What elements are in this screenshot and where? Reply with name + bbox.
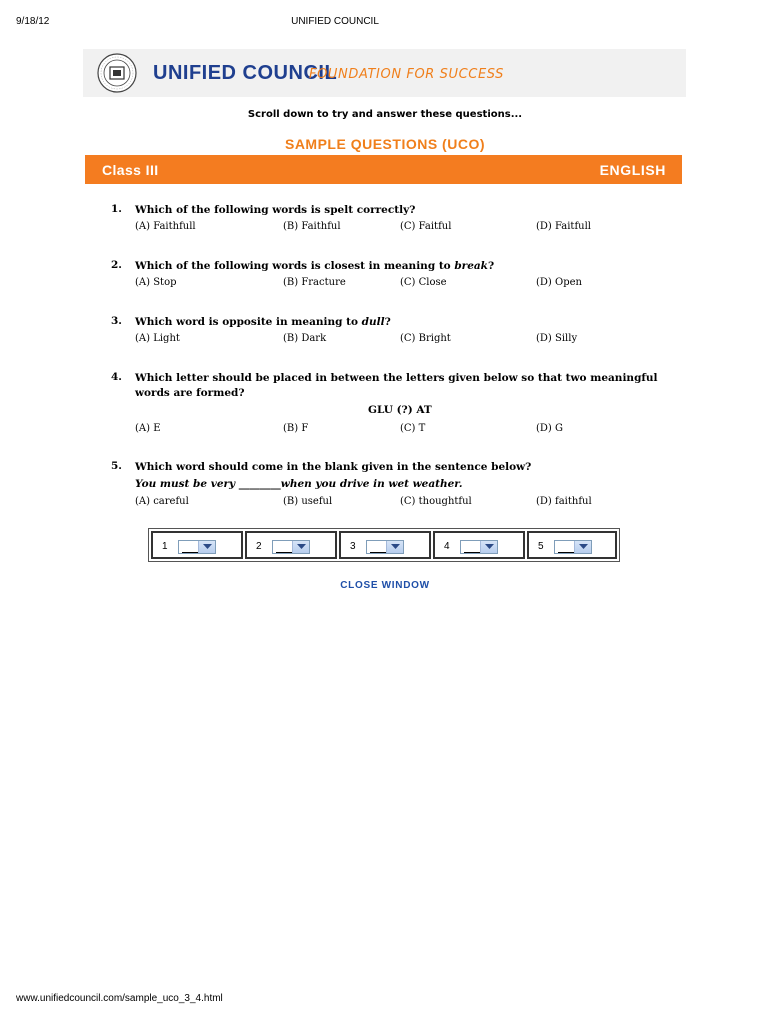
- question-number: 3.: [111, 315, 122, 327]
- subject-label: ENGLISH: [599, 162, 666, 178]
- answer-number: 4: [444, 541, 450, 552]
- option-b: (B) Fracture: [283, 277, 346, 288]
- option-a: (A) E: [135, 423, 161, 434]
- class-subject-bar: [85, 155, 682, 184]
- print-title: UNIFIED COUNCIL: [291, 16, 379, 27]
- print-header: [0, 16, 768, 32]
- option-b: (B) Faithful: [283, 221, 341, 232]
- print-date: 9/18/12: [16, 16, 50, 27]
- answer-2-dropdown[interactable]: [272, 540, 310, 554]
- close-window-link[interactable]: CLOSE WINDOW: [340, 580, 430, 591]
- option-c: (C) thoughtful: [400, 496, 472, 507]
- question-number: 2.: [111, 259, 122, 271]
- chevron-down-icon[interactable]: [480, 541, 497, 553]
- print-footer-url: www.unifiedcouncil.com/sample_uco_3_4.html: [16, 993, 223, 1004]
- option-c: (C) Bright: [400, 333, 451, 344]
- question-text: Which of the following words is spelt correctly?: [135, 204, 416, 216]
- answer-cell-2: [245, 531, 337, 559]
- answer-cell-5: [527, 531, 617, 559]
- answer-number: 1: [162, 541, 168, 552]
- answer-3-dropdown[interactable]: [366, 540, 404, 554]
- question-text: Which word should come in the blank given in the sentence below?: [135, 461, 532, 473]
- option-a: (A) Light: [135, 333, 180, 344]
- chevron-down-icon[interactable]: [292, 541, 309, 553]
- option-d: (D) faithful: [536, 496, 592, 507]
- option-a: (A) careful: [135, 496, 189, 507]
- option-c: (C) Close: [400, 277, 447, 288]
- option-b: (B) useful: [283, 496, 333, 507]
- answer-number: 3: [350, 541, 356, 552]
- question-number: 1.: [111, 203, 122, 215]
- question-text: Which letter should be placed in between the letters given below so that two meaningful words are formed?: [135, 372, 658, 399]
- question-text: Which of the following words is closest in meaning to break?: [135, 260, 495, 272]
- option-d: (D) Silly: [536, 333, 578, 344]
- question-text: Which word is opposite in meaning to dull?: [135, 316, 391, 328]
- italic-keyword: break: [454, 260, 488, 272]
- answer-cell-1: [151, 531, 243, 559]
- option-a: (A) Stop: [135, 277, 177, 288]
- question-number: 5.: [111, 460, 122, 472]
- fill-blank-sentence: You must be very ________when you drive in wet weather.: [135, 478, 463, 490]
- site-banner: [83, 49, 686, 97]
- letter-puzzle: GLU (?) AT: [368, 404, 432, 416]
- option-d: (D) G: [536, 423, 563, 434]
- italic-keyword: dull: [361, 316, 385, 328]
- option-a: (A) Faithfull: [135, 221, 196, 232]
- answer-table: [148, 528, 620, 562]
- unified-council-seal-icon: [97, 53, 137, 93]
- answer-1-dropdown[interactable]: [178, 540, 216, 554]
- answer-4-dropdown[interactable]: [460, 540, 498, 554]
- answer-number: 5: [538, 541, 544, 552]
- class-label: Class III: [102, 162, 159, 178]
- answer-cell-3: [339, 531, 431, 559]
- chevron-down-icon[interactable]: [386, 541, 403, 553]
- option-d: (D) Open: [536, 277, 582, 288]
- brand-tagline: FOUNDATION FOR SUCCESS: [309, 67, 505, 82]
- sample-questions-title: SAMPLE QUESTIONS (UCO): [284, 136, 485, 152]
- brand-name: UNIFIED COUNCIL: [153, 62, 338, 84]
- answer-cell-4: [433, 531, 525, 559]
- option-b: (B) F: [283, 423, 309, 434]
- chevron-down-icon[interactable]: [574, 541, 591, 553]
- option-c: (C) T: [400, 423, 426, 434]
- question-number: 4.: [111, 371, 122, 383]
- answer-5-dropdown[interactable]: [554, 540, 592, 554]
- answer-number: 2: [256, 541, 262, 552]
- option-b: (B) Dark: [283, 333, 327, 344]
- chevron-down-icon[interactable]: [198, 541, 215, 553]
- option-d: (D) Faitfull: [536, 221, 591, 232]
- option-c: (C) Faitful: [400, 221, 452, 232]
- scroll-instruction: Scroll down to try and answer these questions...: [247, 109, 523, 120]
